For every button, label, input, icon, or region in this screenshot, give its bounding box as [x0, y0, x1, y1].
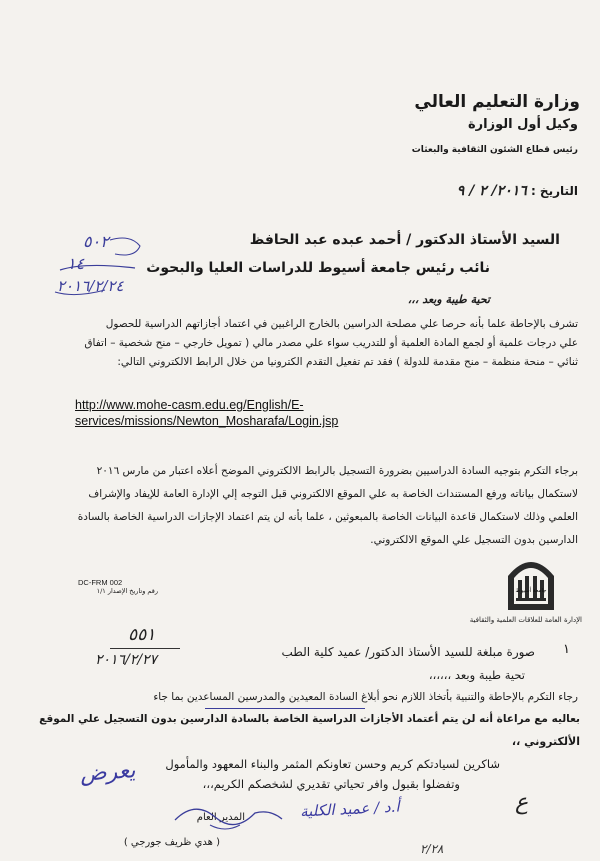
- handwritten-bottom-mid: ٢/٢٨: [420, 842, 444, 856]
- body-paragraph-2: [18, 460, 578, 552]
- addressee-line2: نائب رئيس جامعة أسيوط للدراسات العليا والبحوث: [146, 260, 490, 276]
- body-paragraph-1: [18, 315, 578, 372]
- form-code-id: DC-FRM 002: [78, 578, 123, 587]
- handwritten-bottom-left: ع: [515, 790, 529, 815]
- sector-title: رئيس قطاع الشئون الثقافية والبعثات: [411, 145, 578, 155]
- registration-url[interactable]: [75, 397, 495, 429]
- date-value: ٢٠١٦/ ٢ / ٩: [456, 183, 527, 199]
- body-p1-line3: ثنائي – منحة منظمة – منح مقدمة للدولة ) فقد تم تفعيل التقدم الكترونيا من خلال الرابط الالكتروني التالي:: [117, 356, 578, 368]
- addressee-line1: السيد الأستاذ الدكتور / أحمد عبده عبد الحافظ: [249, 232, 560, 248]
- greeting: تحية طيبة وبعد ،،،: [407, 293, 490, 306]
- signature-scribble-icon: [170, 795, 290, 840]
- incoming-stamp-date: ٢٠١٦/٢/٢٤: [57, 277, 124, 295]
- outgoing-number: ٥٥١: [128, 625, 156, 645]
- form-code-rev: رقم وتاريخ الإصدار ١/١: [96, 587, 158, 595]
- signature-title: المدير العام: [196, 812, 245, 823]
- department-label: الإدارة العامة للعلاقات العلمية والثقافية: [469, 616, 582, 624]
- signature-name: ( هدي ظريف جورجي ): [123, 837, 220, 848]
- copy-note-line3: بعاليه مع مراعاة أنه لن يتم أعتماد الأجازات الدراسية الخاصة بالسادة الدارسين بدون التسجيل علي الموقع: [39, 713, 580, 725]
- incoming-stamp-code: ١٤: [67, 254, 85, 273]
- university-emblem-icon: [504, 554, 558, 612]
- copy-note-underline: [205, 708, 365, 709]
- university-logo: [504, 554, 558, 612]
- body-p1-line1: تشرف بالإحاطة علما بأنه حرصا علي مصلحة الدراسين بالخارج الراغبين في اعتماد أجازاتهم الدراسية للحصول: [105, 318, 578, 330]
- copy-note-line4: الألكتروني ،،: [511, 735, 580, 748]
- body-p1-line2: علي درجات علمية أو لجمع المادة العلمية أو للتدريب سواء علي مصدر مالي ( تمويل خارجي – منح شخصية – اتفاق: [84, 337, 578, 349]
- url-line-1[interactable]: http://www.mohe-casm.edu.eg/English/E-: [75, 398, 304, 412]
- university-logo-label: جامعة أسيوط: [515, 588, 547, 594]
- date-row: [278, 183, 578, 199]
- outgoing-number-underline: [110, 648, 180, 649]
- url-line-2[interactable]: services/missions/Newton_Mosharafa/Login.jsp: [75, 414, 339, 428]
- handwritten-left-note: يعرض: [79, 758, 137, 787]
- copy-note-greeting: تحية طيبة وبعد ،،،،،،: [428, 668, 525, 682]
- body-p2-line4: الدارسين بدون التسجيل علي الموقع الالكتروني.: [370, 534, 578, 546]
- copy-note-line1: صورة مبلغة للسيد الأستاذ الدكتور/ عميد كلية الطب: [281, 645, 535, 659]
- date-label: التاريخ :: [530, 184, 578, 198]
- incoming-stamp-number: ٥٠٢: [83, 232, 109, 251]
- handwritten-bottom-right: أ.د / عميد الكلية: [299, 797, 400, 821]
- outgoing-date: ٢٠١٦/٢/٢٧: [95, 652, 158, 668]
- copy-note-index: ١: [563, 642, 570, 657]
- copy-note-line2: رجاء التكرم بالإحاطة والتنبية بأتخاذ اللازم نحو أبلاغ السادة المعيدين والمدرسين المساعدين بما جاء: [153, 691, 578, 703]
- ministry-title: وزارة التعليم العالي: [414, 92, 580, 112]
- body-p2-line2: لاستكمال بياناته ورفع المستندات الخاصة به علي الموقع الالكتروني قبل التوجه إلي الإدارة العامة للإيفاد والإشراف: [88, 488, 578, 500]
- body-p2-line1: برجاء التكرم بتوجيه السادة الدراسيين بضرورة التسجيل بالرابط الالكتروني الموضح أعلاه اعتبار من مارس ٢٠١٦: [96, 465, 578, 477]
- thanks-line1: شاكرين لسيادتكم كريم وحسن تعاونكم المثمر والبناء المعهود والمأمول: [165, 757, 500, 771]
- body-p2-line3: العلمي وذلك لاستكمال قاعدة البيانات الخاصة بالمبعوثين ، علما بأنه لن يتم اعتماد الإجازات الدراسية الخاصة بالسادة: [77, 511, 578, 523]
- deputy-title: وكيل أول الوزارة: [467, 117, 578, 132]
- thanks-line2: وتفضلوا بقبول وافر تحياتي تقديري لشخصكم الكريم،،،: [202, 777, 460, 791]
- form-code: [78, 578, 218, 595]
